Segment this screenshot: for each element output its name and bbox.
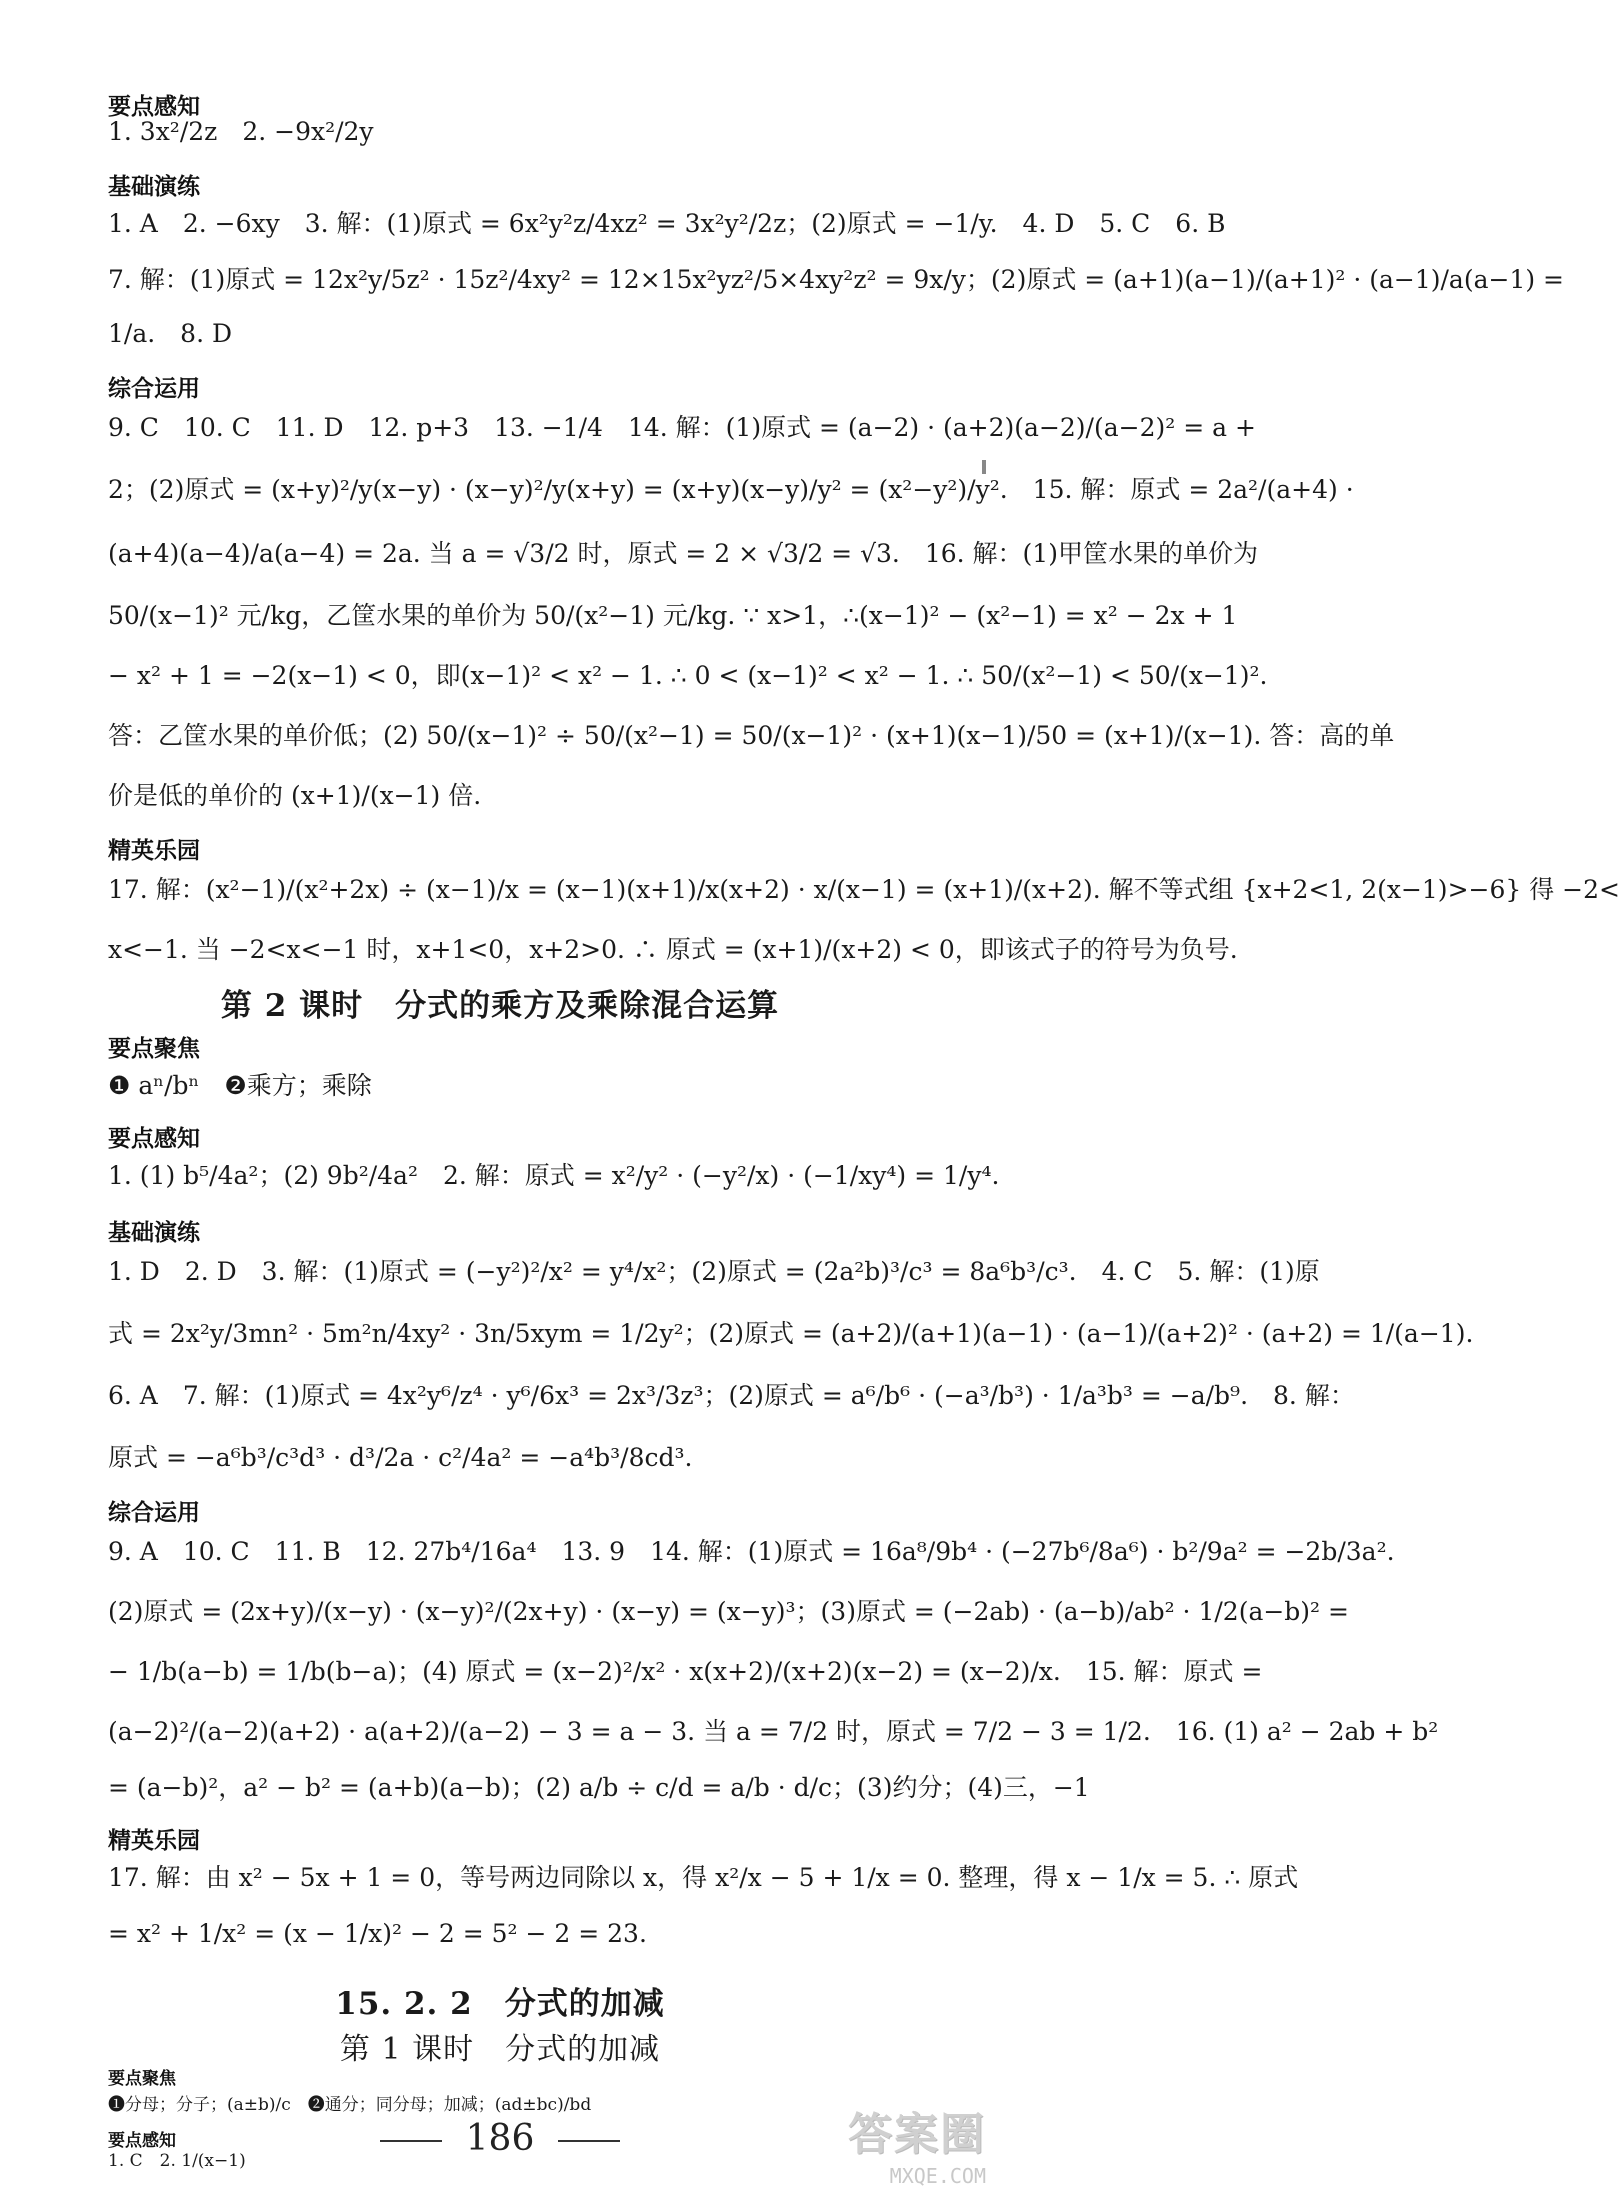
margin-mark <box>982 460 986 474</box>
lesson-title: 第 1 课时 分式的加减 <box>339 2032 661 2067</box>
answer-line: 9. A 10. C 11. B 12. 27b⁴/16a⁴ 13. 9 14. 解：(1)原式 = 16a⁸/9b⁴ · (−27b⁶/8a⁶) · b²/9a² = −2b/3a². <box>108 1537 1395 1566</box>
heading-key-focus: 要点聚焦 <box>108 1036 200 1062</box>
answer-line: ❶分母；分子；(a±b)/c ❷通分；同分母；加减；(ad±bc)/bd <box>108 2095 592 2115</box>
page-dash-left <box>380 2140 442 2142</box>
answer-line: 1/a. 8. D <box>108 319 233 348</box>
answer-line: 1. D 2. D 3. 解：(1)原式 = (−y²)²/x² = y⁴/x²；(2)原式 = (2a²b)³/c³ = 8a⁶b³/c³. 4. C 5. 解：(1)原 <box>108 1257 1320 1286</box>
answer-line: 1. A 2. −6xy 3. 解：(1)原式 = 6x²y²z/4xz² = 3x²y²/2z；(2)原式 = −1/y. 4. D 5. C 6. B <box>108 209 1226 238</box>
heading-comprehensive: 综合运用 <box>108 1500 200 1526</box>
page-dash-right <box>558 2140 620 2142</box>
answer-line: 7. 解：(1)原式 = 12x²y/5z² · 15z²/4xy² = 12×15x²yz²/5×4xy²z² = 9x/y；(2)原式 = (a+1)(a−1)/(a+1)² · (a−1)/a(a−1) = <box>108 265 1564 294</box>
answer-line: 答：乙筐水果的单价低；(2) 50/(x−1)² ÷ 50/(x²−1) = 50/(x−1)² · (x+1)(x−1)/50 = (x+1)/(x−1). 答：高的单 <box>108 721 1395 750</box>
answer-line: − x² + 1 = −2(x−1) < 0，即(x−1)² < x² − 1. ∴ 0 < (x−1)² < x² − 1. ∴ 50/(x²−1) < 50/(x−1)². <box>108 661 1268 690</box>
answer-line: 1. C 2. 1/(x−1) <box>108 2151 246 2171</box>
answer-line: − 1/b(a−b) = 1/b(b−a)；(4) 原式 = (x−2)²/x² · x(x+2)/(x+2)(x−2) = (x−2)/x. 15. 解：原式 = <box>108 1657 1263 1686</box>
answer-line: 50/(x−1)² 元/kg，乙筐水果的单价为 50/(x²−1) 元/kg. ∵ x>1，∴(x−1)² − (x²−1) = x² − 2x + 1 <box>108 601 1238 630</box>
heading-comprehensive: 综合运用 <box>108 376 200 402</box>
answer-line: ❶ aⁿ/bⁿ ❷乘方；乘除 <box>108 1071 372 1100</box>
lesson-title: 第 2 课时 分式的乘方及乘除混合运算 <box>220 988 780 1024</box>
heading-key-points: 要点感知 <box>108 2131 176 2151</box>
heading-basic-practice: 基础演练 <box>108 174 200 200</box>
heading-key-points: 要点感知 <box>108 94 200 120</box>
watermark-logo: 答案圈 <box>848 2109 986 2160</box>
answer-line: 价是低的单价的 (x+1)/(x−1) 倍. <box>108 781 482 810</box>
answer-line: (a+4)(a−4)/a(a−4) = 2a. 当 a = √3/2 时，原式 = 2 × √3/2 = √3. 16. 解：(1)甲筐水果的单价为 <box>108 539 1258 568</box>
answer-line: 原式 = −a⁶b³/c³d³ · d³/2a · c²/4a² = −a⁴b³/8cd³. <box>108 1443 693 1472</box>
answer-line: 2；(2)原式 = (x+y)²/y(x−y) · (x−y)²/y(x+y) = (x+y)(x−y)/y² = (x²−y²)/y². 15. 解：原式 = 2a²/(a+4) · <box>108 475 1354 504</box>
answer-line: 17. 解：由 x² − 5x + 1 = 0，等号两边同除以 x，得 x²/x − 5 + 1/x = 0. 整理，得 x − 1/x = 5. ∴ 原式 <box>108 1863 1299 1892</box>
answer-line: = (a−b)²，a² − b² = (a+b)(a−b)；(2) a/b ÷ c/d = a/b · d/c；(3)约分；(4)三，−1 <box>108 1773 1090 1802</box>
page-number-text: 186 <box>465 2118 535 2159</box>
heading-elite: 精英乐园 <box>108 838 200 864</box>
answer-line: = x² + 1/x² = (x − 1/x)² − 2 = 5² − 2 = 23. <box>108 1919 647 1948</box>
answer-line: 17. 解：(x²−1)/(x²+2x) ÷ (x−1)/x = (x−1)(x+1)/x(x+2) · x/(x−1) = (x+1)/(x+2). 解不等式组 {x+2<1, 2(x−1)>−6} 得 −2< <box>108 875 1620 904</box>
answer-line: 1. (1) b⁵/4a²；(2) 9b²/4a² 2. 解：原式 = x²/y² · (−y²/x) · (−1/xy⁴) = 1/y⁴. <box>108 1161 1000 1190</box>
watermark <box>836 2098 986 2188</box>
heading-elite: 精英乐园 <box>108 1828 200 1854</box>
heading-key-points: 要点感知 <box>108 1126 200 1152</box>
watermark-url: MXQE.COM <box>889 2164 986 2188</box>
answer-line: 6. A 7. 解：(1)原式 = 4x²y⁶/z⁴ · y⁶/6x³ = 2x³/3z³；(2)原式 = a⁶/b⁶ · (−a³/b³) · 1/a³b³ = −a/b⁹. 8. 解： <box>108 1381 1355 1410</box>
answer-line: 式 = 2x²y/3mn² · 5m²n/4xy² · 3n/5xym = 1/2y²；(2)原式 = (a+2)/(a+1)(a−1) · (a−1)/(a+2)² · (a+2) = 1/(a−1). <box>108 1319 1474 1348</box>
answer-line: 9. C 10. C 11. D 12. p+3 13. −1/4 14. 解：(1)原式 = (a−2) · (a+2)(a−2)/(a−2)² = a + <box>108 413 1256 442</box>
heading-basic-practice: 基础演练 <box>108 1220 200 1246</box>
answer-line: (a−2)²/(a−2)(a+2) · a(a+2)/(a−2) − 3 = a − 3. 当 a = 7/2 时，原式 = 7/2 − 3 = 1/2. 16. (1) a² − 2ab + b² <box>108 1717 1439 1746</box>
answer-line: x<−1. 当 −2<x<−1 时，x+1<0，x+2>0. ∴ 原式 = (x+1)/(x+2) < 0，即该式子的符号为负号. <box>108 935 1238 964</box>
heading-key-focus: 要点聚焦 <box>108 2069 176 2089</box>
section-title: 15. 2. 2 分式的加减 <box>335 1986 665 2022</box>
answer-line: (2)原式 = (2x+y)/(x−y) · (x−y)²/(2x+y) · (x−y) = (x−y)³；(3)原式 = (−2ab) · (a−b)/ab² · 1/2(a−b)² = <box>108 1597 1349 1626</box>
answer-line: 1. 3x²/2z 2. −9x²/2y <box>108 117 374 146</box>
